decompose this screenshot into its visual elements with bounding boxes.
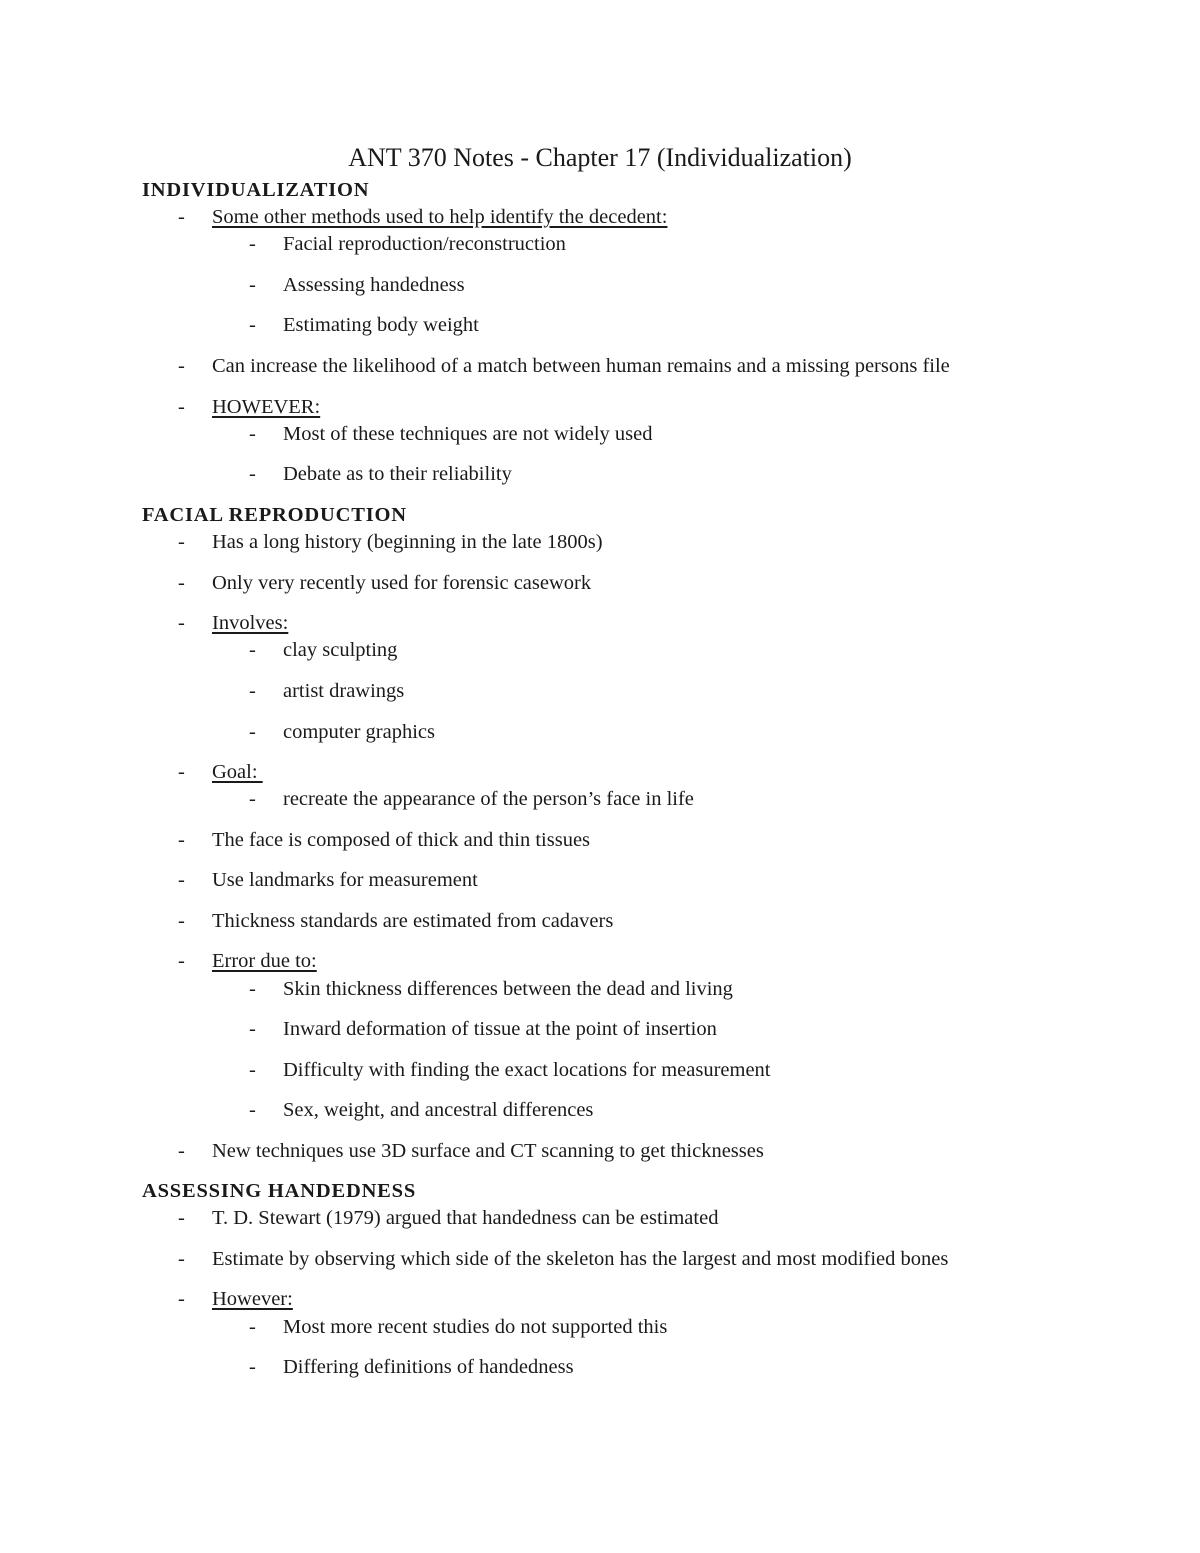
bullet-dash: - bbox=[249, 978, 256, 1000]
list-item-text: Difficulty with finding the exact locations for measurement bbox=[283, 1059, 771, 1081]
bullet-dash: - bbox=[178, 829, 185, 851]
list-item-text: Can increase the likelihood of a match between human remains and a missing persons file bbox=[212, 355, 950, 377]
bullet-dash: - bbox=[178, 572, 185, 594]
list-item-text: However: bbox=[212, 1288, 293, 1310]
bullet-dash: - bbox=[178, 869, 185, 891]
bullet-dash: - bbox=[249, 233, 256, 255]
bullet-dash: - bbox=[249, 274, 256, 296]
list-item-text: Estimate by observing which side of the skeleton has the largest and most modified bones bbox=[212, 1248, 949, 1270]
list-item-text: New techniques use 3D surface and CT scanning to get thicknesses bbox=[212, 1140, 764, 1162]
list-item-text: T. D. Stewart (1979) argued that handedness can be estimated bbox=[212, 1207, 719, 1229]
bullet-dash: - bbox=[178, 206, 185, 228]
bullet-dash: - bbox=[178, 355, 185, 377]
list-item-text: Thickness standards are estimated from cadavers bbox=[212, 910, 614, 932]
bullet-dash: - bbox=[178, 950, 185, 972]
list-item-text: Estimating body weight bbox=[283, 314, 479, 336]
section-heading-facial-reproduction: FACIAL REPRODUCTION bbox=[142, 504, 407, 526]
section-heading-assessing-handedness: ASSESSING HANDEDNESS bbox=[142, 1180, 417, 1202]
section-heading-individualization: INDIVIDUALIZATION bbox=[142, 179, 370, 201]
list-item-text: Inward deformation of tissue at the point of insertion bbox=[283, 1018, 717, 1040]
bullet-dash: - bbox=[178, 396, 185, 418]
list-item-text: Sex, weight, and ancestral differences bbox=[283, 1099, 594, 1121]
bullet-dash: - bbox=[249, 1316, 256, 1338]
list-item-text: recreate the appearance of the person’s face in life bbox=[283, 788, 694, 810]
bullet-dash: - bbox=[249, 1018, 256, 1040]
list-item-text: Use landmarks for measurement bbox=[212, 869, 478, 891]
list-item-text: clay sculpting bbox=[283, 639, 398, 661]
bullet-dash: - bbox=[249, 463, 256, 485]
list-item-text: Goal: bbox=[212, 761, 263, 783]
list-item-text: Some other methods used to help identify the decedent: bbox=[212, 206, 668, 228]
bullet-dash: - bbox=[178, 1248, 185, 1270]
bullet-dash: - bbox=[249, 1059, 256, 1081]
bullet-dash: - bbox=[249, 1356, 256, 1378]
list-item-text: Error due to: bbox=[212, 950, 317, 972]
list-item-text: Skin thickness differences between the dead and living bbox=[283, 978, 733, 1000]
bullet-dash: - bbox=[249, 721, 256, 743]
list-item-text: Most more recent studies do not supported this bbox=[283, 1316, 668, 1338]
list-item-text: Has a long history (beginning in the late 1800s) bbox=[212, 531, 603, 553]
list-item-text: computer graphics bbox=[283, 721, 435, 743]
bullet-dash: - bbox=[178, 1140, 185, 1162]
bullet-dash: - bbox=[249, 1099, 256, 1121]
bullet-dash: - bbox=[249, 639, 256, 661]
list-item-text: artist drawings bbox=[283, 680, 405, 702]
list-item-text: Assessing handedness bbox=[283, 274, 465, 296]
bullet-dash: - bbox=[249, 314, 256, 336]
bullet-dash: - bbox=[178, 910, 185, 932]
list-item-text: Most of these techniques are not widely used bbox=[283, 423, 653, 445]
list-item-text: The face is composed of thick and thin tissues bbox=[212, 829, 591, 851]
list-item-text: Only very recently used for forensic casework bbox=[212, 572, 592, 594]
bullet-dash: - bbox=[178, 612, 185, 634]
document-title: ANT 370 Notes - Chapter 17 (Individualization) bbox=[348, 143, 852, 172]
bullet-dash: - bbox=[178, 761, 185, 783]
list-item-text: Debate as to their reliability bbox=[283, 463, 512, 485]
bullet-dash: - bbox=[249, 423, 256, 445]
bullet-dash: - bbox=[249, 680, 256, 702]
list-item-text: HOWEVER: bbox=[212, 396, 321, 418]
bullet-dash: - bbox=[249, 788, 256, 810]
bullet-dash: - bbox=[178, 531, 185, 553]
list-item-text: Facial reproduction/reconstruction bbox=[283, 233, 566, 255]
bullet-dash: - bbox=[178, 1288, 185, 1310]
list-item-text: Involves: bbox=[212, 612, 289, 634]
list-item-text: Differing definitions of handedness bbox=[283, 1356, 574, 1378]
bullet-dash: - bbox=[178, 1207, 185, 1229]
